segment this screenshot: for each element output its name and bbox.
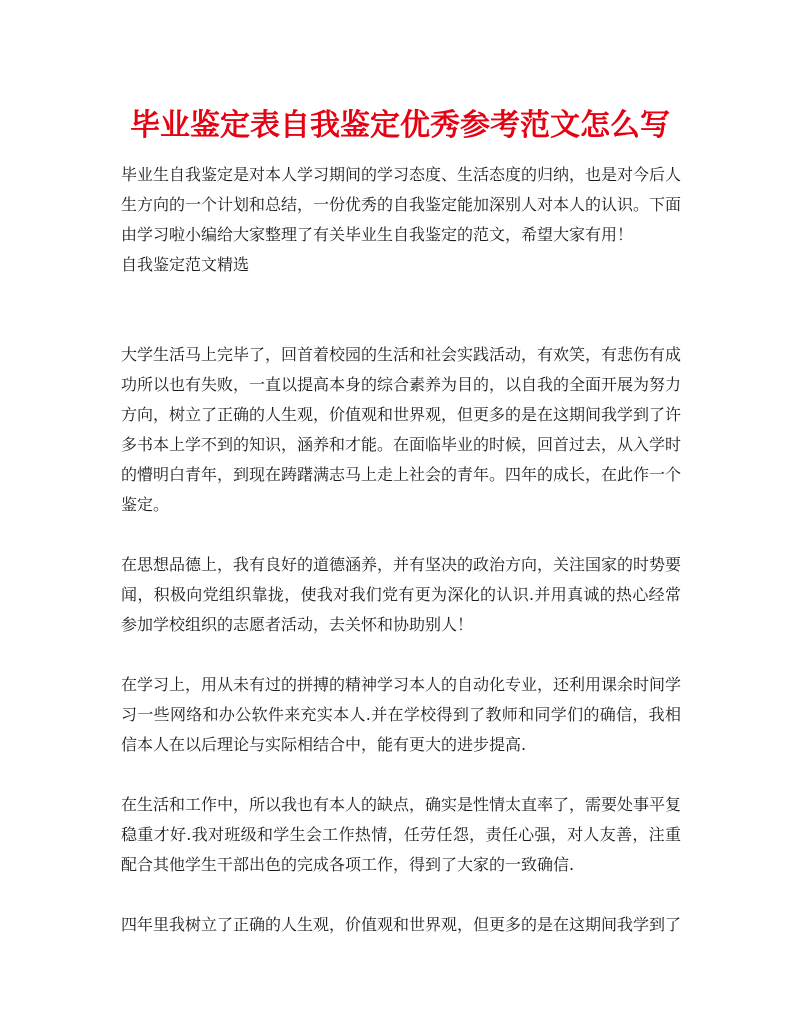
paragraph-gap	[121, 760, 681, 790]
section-subheading: 自我鉴定范文精选	[121, 255, 250, 274]
paragraph-gap	[121, 310, 681, 340]
body-paragraph-1: 大学生活马上完毕了，回首着校园的生活和社会实践活动，有欢笑，有悲伤有成功所以也有失败，一直以提高本身的综合素养为目的，以自我的全面开展为努力方向，树立了正确的人生观，价值观和世界观，但更多的是在这期间我学到了许多书本上学不到的知识，涵养和才能。在面临毕业的时候，回首过去，从入学时的懵明白青年，到现在踌躇满志马上走上社会的青年。四年的成长，在此作一个鉴定。	[121, 345, 682, 514]
intro-paragraph: 毕业生自我鉴定是对本人学习期间的学习态度、生活态度的归纳，也是对今后人生方向的一个计划和总结，一份优秀的自我鉴定能加深别人对本人的认识。下面由学习啦小编给大家整理了有关毕业生自我鉴定的范文，希望大家有用！	[121, 165, 682, 244]
body-paragraph-5: 四年里我树立了正确的人生观，价值观和世界观，但更多的是在这期间我学到了	[121, 915, 682, 934]
paragraph-gap	[121, 520, 681, 550]
body-paragraph-4: 在生活和工作中，所以我也有本人的缺点，确实是性情太直率了，需要处事平复稳重才好.我对班级和学生会工作热情，任劳任怨，责任心强，对人友善，注重配合其他学生干部出色的完成各项工作，得到了大家的一致确信.	[121, 795, 682, 874]
document-body	[121, 160, 681, 940]
paragraph-gap	[121, 640, 681, 670]
body-paragraph-3: 在学习上，用从未有过的拼搏的精神学习本人的自动化专业，还利用课余时间学习一些网络和办公软件来充实本人.并在学校得到了教师和同学们的确信，我相信本人在以后理论与实际相结合中，能有更大的进步提高.	[121, 675, 682, 754]
paragraph-gap	[121, 280, 681, 310]
document-title: 毕业鉴定表自我鉴定优秀参考范文怎么写	[130, 108, 670, 143]
body-paragraph-2: 在思想品德上，我有良好的道德涵养，并有坚决的政治方向，关注国家的时势要闻，积极向党组织靠拢，使我对我们党有更为深化的认识.并用真诚的热心经常参加学校组织的志愿者活动，去关怀和协助别人！	[121, 555, 682, 634]
paragraph-gap	[121, 880, 681, 910]
